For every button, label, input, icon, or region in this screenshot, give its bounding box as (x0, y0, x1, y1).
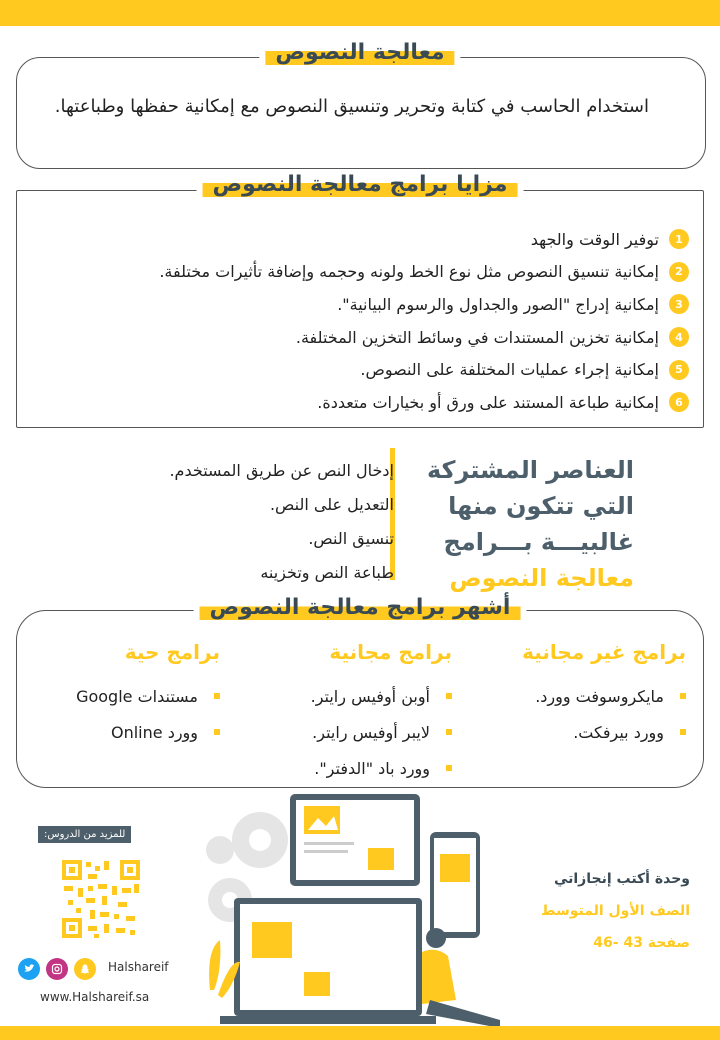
number-badge: 4 (669, 327, 689, 347)
advantages-title (197, 172, 524, 197)
program-name: وورد باد "الدفتر". (314, 758, 430, 778)
bullet-icon (446, 765, 452, 771)
definition-title (259, 40, 460, 65)
list-item (159, 353, 689, 386)
page-range: صفحة 43 -46 (593, 935, 690, 951)
programs-title (194, 595, 527, 620)
devices-illustration (200, 790, 520, 1030)
elements-list (169, 454, 394, 590)
live-programs-heading: برامج حية (124, 640, 220, 664)
bullet-icon (680, 729, 686, 735)
list-item: إدخال النص عن طريق المستخدم. (169, 461, 394, 480)
list-item (159, 288, 689, 321)
more-lessons-label: للمزيد من الدروس: (38, 826, 131, 843)
twitter-icon[interactable] (18, 958, 40, 980)
advantage-text: إمكانية إجراء عمليات المختلفة على النصوص. (360, 360, 659, 380)
list-item (522, 714, 686, 750)
program-name: مستندات Google (76, 686, 198, 706)
program-name: وورد Online (111, 722, 198, 742)
free-programs-heading: برامج مجانية (329, 640, 452, 664)
paid-programs-column (522, 632, 686, 750)
program-name: وورد بيرفكت. (573, 722, 664, 742)
advantage-text: إمكانية إدراج "الصور والجداول والرسوم البيانية". (337, 294, 659, 314)
list-item: طباعة النص وتخزينه (260, 563, 394, 582)
list-item (76, 678, 220, 714)
elements-heading-line: غالبيـــة بـــرامج (443, 528, 634, 556)
elements-heading-line: معالجة النصوص (449, 564, 634, 592)
definition-box (16, 57, 706, 169)
list-item (159, 223, 689, 256)
top-accent-bar (0, 0, 720, 26)
program-name: أوبن أوفيس رايتر. (310, 686, 430, 706)
list-item: التعديل على النص. (269, 495, 394, 514)
number-badge: 3 (669, 294, 689, 314)
free-programs-column (311, 632, 452, 786)
list-item: تنسيق النص. (308, 529, 394, 548)
list-item (76, 714, 220, 750)
advantage-text: إمكانية تخزين المستندات في وسائط التخزين المختلفة. (295, 327, 659, 347)
live-programs-column (76, 632, 220, 750)
number-badge: 2 (669, 262, 689, 282)
bullet-icon (446, 729, 452, 735)
social-handle: Halshareif (108, 960, 169, 974)
advantages-box (16, 190, 704, 428)
programs-title-text: أشهر برامج معالجة النصوص (200, 595, 521, 620)
bullet-icon (214, 693, 220, 699)
bottom-accent-bar (0, 1026, 720, 1040)
list-item (522, 678, 686, 714)
list-item (311, 750, 452, 786)
unit-info (541, 864, 690, 958)
elements-heading-line: العناصر المشتركة (426, 456, 634, 484)
number-badge: 6 (669, 392, 689, 412)
list-item (159, 256, 689, 289)
advantages-list (159, 223, 689, 419)
elements-heading-line: التي تتكون منها (448, 492, 634, 520)
list-item (159, 321, 689, 354)
list-item (311, 714, 452, 750)
advantages-title-text: مزايا برامج معالجة النصوص (203, 172, 518, 197)
unit-name: وحدة أكتب إنجازاتي (553, 871, 690, 887)
website-link[interactable]: www.Halshareif.sa (40, 990, 150, 1004)
qr-code-icon[interactable] (60, 858, 142, 940)
advantage-text: توفير الوقت والجهد (530, 229, 659, 249)
program-name: مايكروسوفت وورد. (535, 686, 664, 706)
bullet-icon (680, 693, 686, 699)
definition-text: استخدام الحاسب في كتابة وتحرير وتنسيق النصوص مع إمكانية حفظها وطباعتها. (54, 96, 649, 117)
paid-programs-heading: برامج غير مجانية (522, 640, 686, 664)
list-item (159, 386, 689, 419)
program-name: لايبر أوفيس رايتر. (312, 722, 430, 742)
number-badge: 5 (669, 360, 689, 380)
advantage-text: إمكانية تنسيق النصوص مثل نوع الخط ولونه وحجمه وإضافة تأثيرات مختلفة. (159, 262, 659, 282)
bullet-icon (214, 729, 220, 735)
advantage-text: إمكانية طباعة المستند على ورق أو بخيارات متعددة. (317, 392, 659, 412)
grade-label: الصف الأول المتوسط (540, 903, 690, 919)
definition-title-text: معالجة النصوص (265, 40, 454, 65)
elements-heading (404, 452, 634, 596)
number-badge: 1 (669, 229, 689, 249)
list-item (311, 678, 452, 714)
snapchat-icon[interactable] (74, 958, 96, 980)
bullet-icon (446, 693, 452, 699)
instagram-icon[interactable] (46, 958, 68, 980)
